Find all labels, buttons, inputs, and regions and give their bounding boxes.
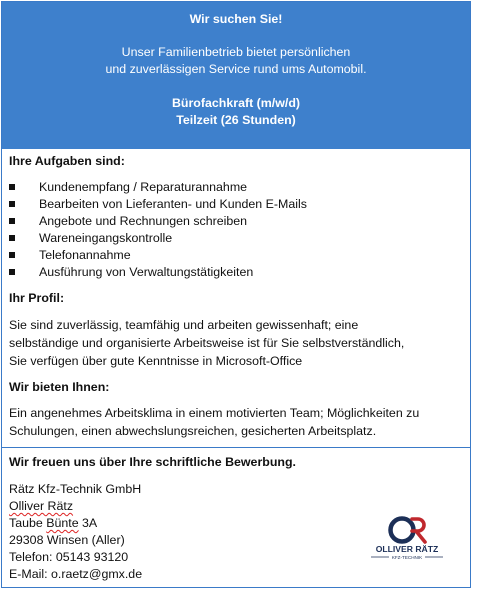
task-item: Bearbeiten von Lieferanten- und Kunden E-Mails (9, 197, 307, 211)
profile-line-2: selbständige und organisierte Arbeitsweise ist für Sie selbstverständlich, (9, 336, 405, 350)
logo-r (412, 519, 425, 542)
email: E-Mail: o.raetz@gmx.de (9, 567, 143, 581)
phone: Telefon: 05143 93120 (9, 550, 129, 564)
bullet-icon (9, 252, 15, 258)
profile-line-1: Sie sind zuverlässig, teamfähig und arbeiten gewissenhaft; eine (9, 318, 359, 332)
header-headline: Wir suchen Sie! (189, 12, 283, 26)
contact-heading: Wir freuen uns über Ihre schriftliche Bewerbung. (9, 455, 296, 469)
contact-person: Olliver Rätz (9, 499, 74, 513)
section-divider (2, 447, 470, 448)
tasks-heading: Ihre Aufgaben sind: (9, 154, 125, 168)
logo-ring (391, 519, 414, 542)
task-item: Kundenempfang / Reparaturannahme (9, 180, 247, 194)
job-hours: Teilzeit (26 Stunden) (176, 113, 296, 127)
company-name: Rätz Kfz-Technik GmbH (9, 482, 142, 496)
task-item: Angebote und Rechnungen schreiben (9, 214, 247, 228)
bullet-icon (9, 235, 15, 241)
profile-heading: Ihr Profil: (9, 291, 65, 305)
header-intro-line-2: und zuverlässigen Service rund ums Automobil. (105, 62, 367, 76)
task-item: Telefonannahme (9, 248, 131, 262)
street-address: Taube Bünte 3A (9, 516, 98, 530)
profile-line-3: Sie verfügen über gute Kenntnisse in Microsoft-Office (9, 354, 303, 368)
header-banner (2, 2, 470, 149)
city: 29308 Winsen (Aller) (9, 533, 125, 547)
company-logo (367, 515, 447, 561)
bullet-icon (9, 218, 15, 224)
header-intro-line-1: Unser Familienbetrieb bietet persönlichen (121, 45, 351, 59)
job-title: Bürofachkraft (m/w/d) (171, 96, 301, 110)
bullet-icon (9, 269, 15, 275)
offer-line-1: Ein angenehmes Arbeitsklima in einem motivierten Team; Möglichkeiten zu (9, 406, 420, 420)
offer-line-2: Schulungen, einen abwechslungsreichen, gesicherten Arbeitsplatz. (9, 424, 377, 438)
bullet-icon (9, 201, 15, 207)
task-item: Ausführung von Verwaltungstätigkeiten (9, 265, 253, 279)
job-ad (1, 1, 471, 588)
logo-tagline: KFZ-TECHNIK (391, 555, 423, 560)
logo-name: OLLIVER RÄTZ (375, 544, 439, 554)
offer-heading: Wir bieten Ihnen: (9, 380, 110, 394)
bullet-icon (9, 184, 15, 190)
task-item: Wareneingangskontrolle (9, 231, 172, 245)
